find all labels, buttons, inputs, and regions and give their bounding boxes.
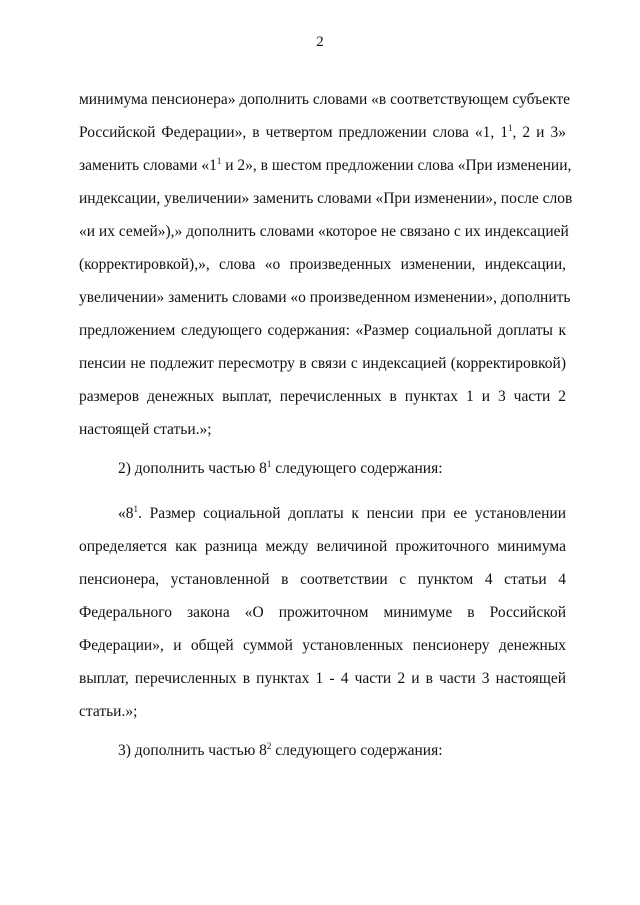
text-line: Федерального закона «О прожиточном минимуме в Российской xyxy=(79,604,566,621)
text-line: размеров денежных выплат, перечисленных в пунктах 1 и 3 части 2 xyxy=(79,388,566,405)
text-line: 3) дополнить частью $8^2$ следующего содержания: xyxy=(118,741,443,759)
text-line: «и их семей»),» дополнить словами «которое не связано с их индексацией xyxy=(79,223,569,240)
superscript: 1 xyxy=(508,123,513,133)
text-line: статьи.»; xyxy=(79,703,138,720)
text-line: индексации, увеличении» заменить словами «При изменении», после слов xyxy=(79,190,573,207)
text-line: пенсионера, установленной в соответствии с пунктом 4 статьи 4 xyxy=(79,571,566,588)
text-line: 2) дополнить частью $8^1$ следующего содержания: xyxy=(118,459,443,477)
text-line: увеличении» заменить словами «о произведенном изменении», дополнить xyxy=(79,289,571,306)
text-line: выплат, перечисленных в пунктах 1 - 4 части 2 и в части 3 настоящей xyxy=(79,670,566,687)
superscript: 2 xyxy=(266,741,272,751)
text-line: определяется как разница между величиной прожиточного минимума xyxy=(79,538,566,555)
text-line: настоящей статьи.»; xyxy=(79,421,212,438)
text-line: предложением следующего содержания: «Размер социальной доплаты к xyxy=(79,322,566,339)
text-line: «$8^1$. Размер социальной доплаты к пенсии при ее установлении xyxy=(118,504,566,522)
text-line: минимума пенсионера» дополнить словами «в соответствующем субъекте xyxy=(79,91,571,108)
superscript: 1 xyxy=(216,156,222,166)
text-line: заменить словами «$1^1$ и 2», в шестом предложении слова «При изменении, xyxy=(79,156,572,174)
superscript: 1 xyxy=(266,459,272,469)
text-line: (корректировкой),», слова «о произведенных изменении, индексации, xyxy=(79,256,566,273)
text-line: Федерации», и общей суммой установленных пенсионеру денежных xyxy=(79,637,566,654)
superscript: 1 xyxy=(133,504,138,514)
text-line: Российской Федерации», в четвертом предложении слова «1, $1^1$, 2 и 3» xyxy=(79,123,566,141)
page-number: 2 xyxy=(316,34,324,50)
text-line: пенсии не подлежит пересмотру в связи с индексацией (корректировкой) xyxy=(79,355,566,372)
